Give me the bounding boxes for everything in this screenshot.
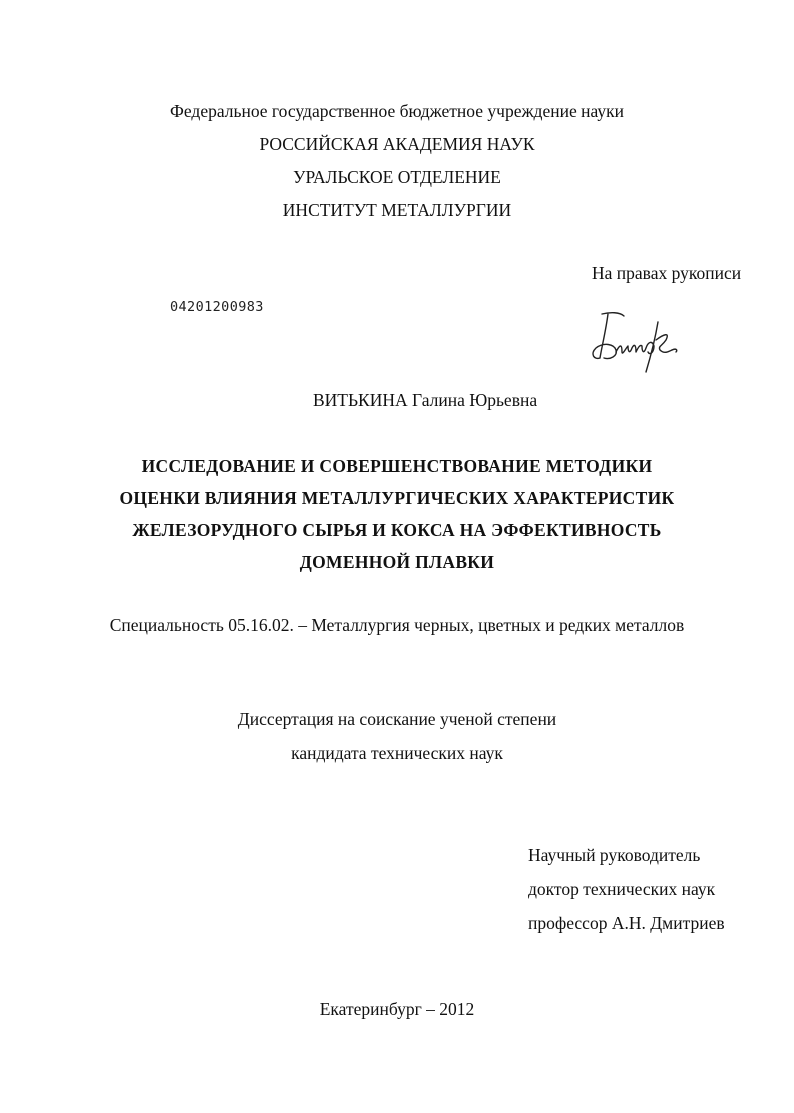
- title-line: ОЦЕНКИ ВЛИЯНИЯ МЕТАЛЛУРГИЧЕСКИХ ХАРАКТЕРИСТИК: [119, 488, 675, 508]
- supervisor-degree: доктор технических наук: [528, 879, 716, 899]
- supervisor-block: [528, 838, 725, 940]
- title-line: ДОМЕННОЙ ПЛАВКИ: [299, 552, 495, 572]
- academy-name: РОССИЙСКАЯ АКАДЕМИЯ НАУК: [259, 134, 535, 154]
- supervisor-name: профессор А.Н. Дмитриев: [528, 913, 725, 933]
- registration-code: 04201200983: [170, 299, 264, 315]
- specialty: Специальность 05.16.02. – Металлургия черных, цветных и редких металлов: [109, 615, 685, 635]
- dissertation-title: [0, 450, 794, 578]
- title-line: ЖЕЛЕЗОРУДНОГО СЫРЬЯ И КОКСА НА ЭФФЕКТИВНОСТЬ: [132, 520, 662, 540]
- dissertation-degree-line2: кандидата технических наук: [291, 743, 503, 763]
- dissertation-degree-line1: Диссертация на соискание ученой степени: [237, 709, 557, 729]
- institution-type: Федеральное государственное бюджетное учреждение науки: [170, 101, 624, 121]
- title-line: ИССЛЕДОВАНИЕ И СОВЕРШЕНСТВОВАНИЕ МЕТОДИКИ: [141, 456, 653, 476]
- author-name: ВИТЬКИНА Галина Юрьевна: [313, 390, 538, 410]
- signature-stroke-k: [646, 322, 672, 372]
- signature-stroke-tail: [672, 349, 677, 352]
- city-year: Екатеринбург – 2012: [319, 999, 475, 1019]
- rights-note: На правах рукописи: [592, 263, 742, 283]
- supervisor-role: Научный руководитель: [528, 845, 701, 865]
- signature-stroke-b: [593, 313, 624, 359]
- branch-name: УРАЛЬСКОЕ ОТДЕЛЕНИЕ: [293, 167, 501, 187]
- signature-icon: [580, 300, 690, 380]
- signature-stroke-word: [616, 342, 654, 353]
- institute-name: ИНСТИТУТ МЕТАЛЛУРГИИ: [282, 200, 512, 220]
